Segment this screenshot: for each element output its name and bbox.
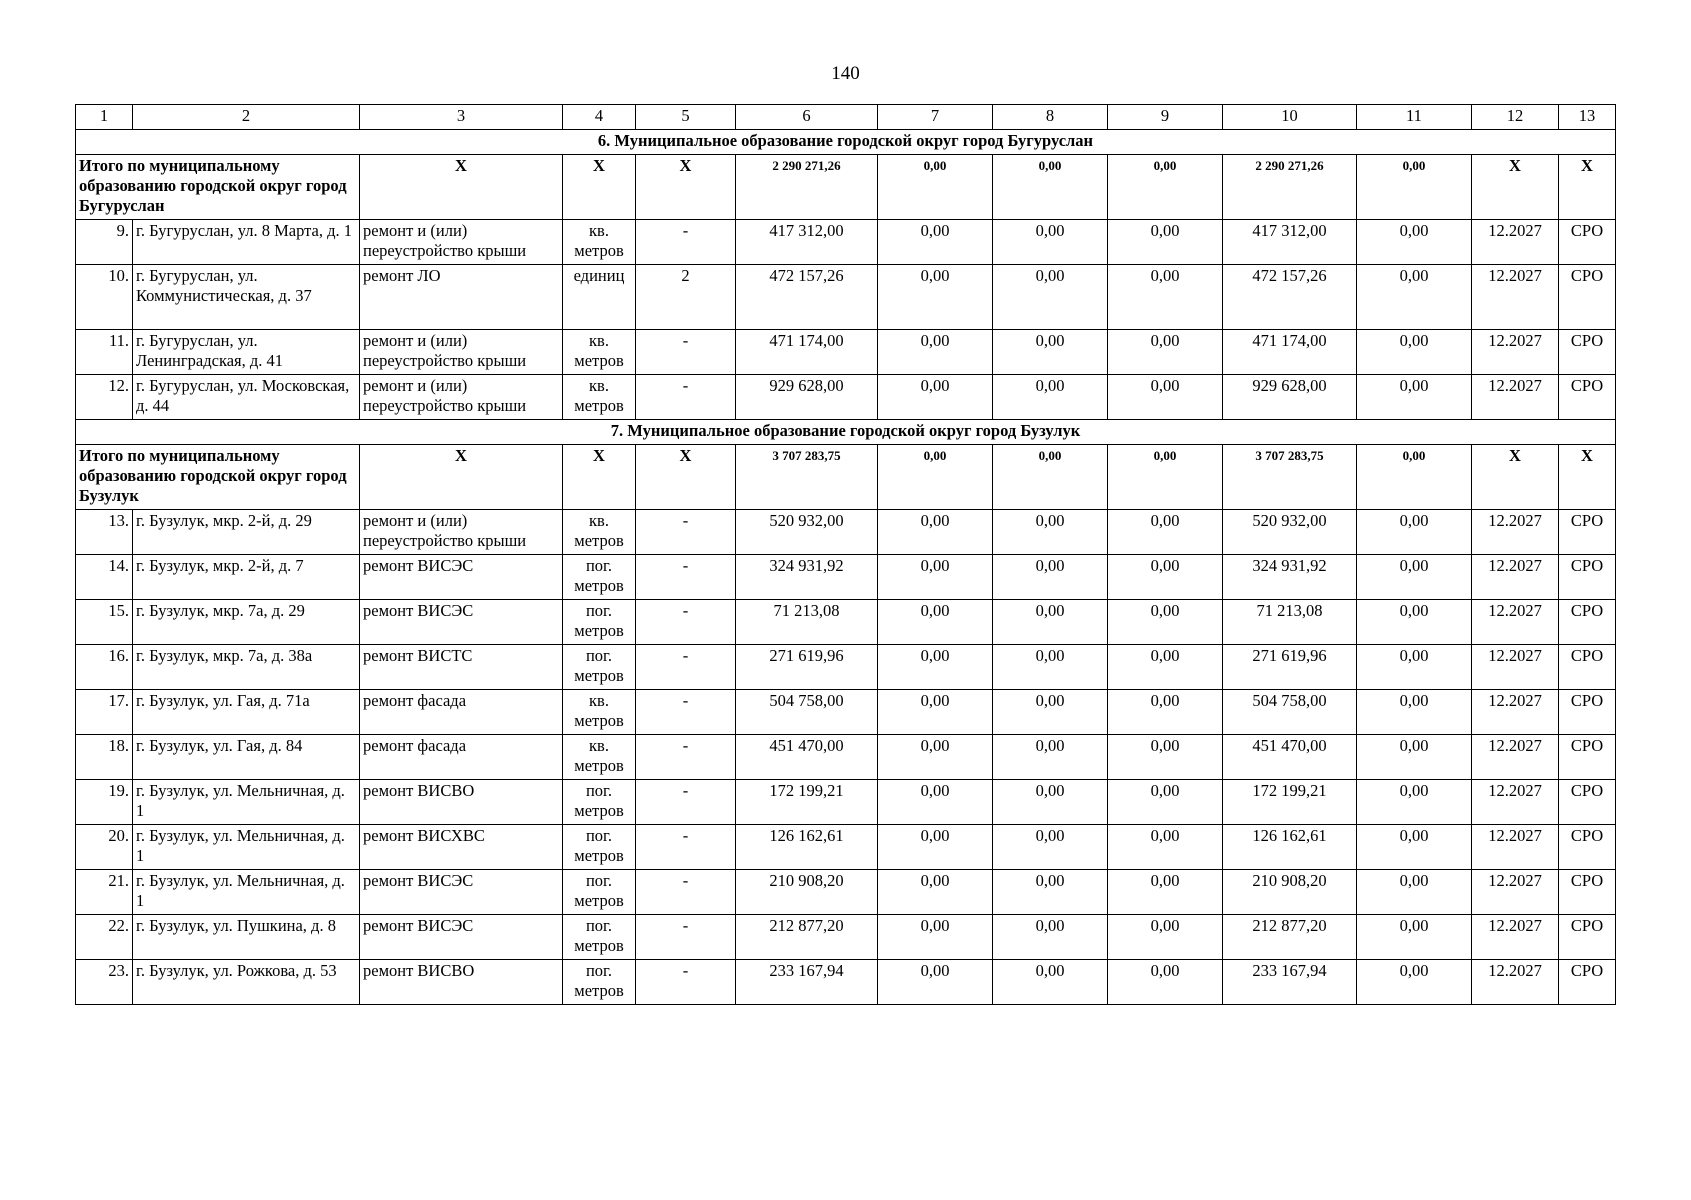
cell-c8: 0,00 bbox=[993, 220, 1108, 265]
cell-c6: 324 931,92 bbox=[736, 555, 878, 600]
table-row bbox=[76, 870, 1616, 915]
cell-c6: 172 199,21 bbox=[736, 780, 878, 825]
total-cell-c12: X bbox=[1472, 445, 1559, 510]
cell-c6: 233 167,94 bbox=[736, 960, 878, 1005]
row-number: 17. bbox=[76, 690, 133, 735]
cell-c7: 0,00 bbox=[878, 825, 993, 870]
cell-c13: СРО bbox=[1559, 915, 1616, 960]
column-number: 9 bbox=[1108, 105, 1223, 130]
column-number: 6 bbox=[736, 105, 878, 130]
address-cell: г. Бузулук, ул. Гая, д. 84 bbox=[133, 735, 360, 780]
row-number: 12. bbox=[76, 375, 133, 420]
cell-c9: 0,00 bbox=[1108, 330, 1223, 375]
cell-c7: 0,00 bbox=[878, 375, 993, 420]
cell-c7: 0,00 bbox=[878, 915, 993, 960]
cell-c9: 0,00 bbox=[1108, 600, 1223, 645]
address-cell: г. Бугуруслан, ул. 8 Марта, д. 1 bbox=[133, 220, 360, 265]
cell-c13: СРО bbox=[1559, 645, 1616, 690]
address-cell: г. Бузулук, ул. Пушкина, д. 8 bbox=[133, 915, 360, 960]
section-total-row bbox=[76, 445, 1616, 510]
cell-c11: 0,00 bbox=[1357, 780, 1472, 825]
cell-c12: 12.2027 bbox=[1472, 375, 1559, 420]
column-number: 11 bbox=[1357, 105, 1472, 130]
cell-c5: - bbox=[636, 825, 736, 870]
cell-c8: 0,00 bbox=[993, 690, 1108, 735]
total-cell-c10: 2 290 271,26 bbox=[1223, 155, 1357, 220]
cell-c10: 471 174,00 bbox=[1223, 330, 1357, 375]
cell-c7: 0,00 bbox=[878, 265, 993, 330]
address-cell: г. Бузулук, ул. Гая, д. 71а bbox=[133, 690, 360, 735]
cell-c4: кв. метров bbox=[563, 375, 636, 420]
column-number: 12 bbox=[1472, 105, 1559, 130]
table-row bbox=[76, 645, 1616, 690]
cell-c4: кв. метров bbox=[563, 510, 636, 555]
cell-c9: 0,00 bbox=[1108, 690, 1223, 735]
table-row bbox=[76, 510, 1616, 555]
column-number-row bbox=[76, 105, 1616, 130]
cell-c9: 0,00 bbox=[1108, 265, 1223, 330]
total-cell-c5: X bbox=[636, 445, 736, 510]
column-number: 8 bbox=[993, 105, 1108, 130]
work-type-cell: ремонт и (или) переустройство крыши bbox=[360, 220, 563, 265]
column-number: 5 bbox=[636, 105, 736, 130]
cell-c6: 210 908,20 bbox=[736, 870, 878, 915]
cell-c8: 0,00 bbox=[993, 600, 1108, 645]
cell-c11: 0,00 bbox=[1357, 960, 1472, 1005]
column-number: 7 bbox=[878, 105, 993, 130]
cell-c7: 0,00 bbox=[878, 600, 993, 645]
cell-c10: 929 628,00 bbox=[1223, 375, 1357, 420]
table-row bbox=[76, 555, 1616, 600]
cell-c9: 0,00 bbox=[1108, 735, 1223, 780]
total-cell-c7: 0,00 bbox=[878, 155, 993, 220]
total-cell-c8: 0,00 bbox=[993, 155, 1108, 220]
table-row bbox=[76, 265, 1616, 330]
cell-c12: 12.2027 bbox=[1472, 330, 1559, 375]
cell-c11: 0,00 bbox=[1357, 555, 1472, 600]
section-title: 6. Муниципальное образование городской округ город Бугуруслан bbox=[76, 130, 1616, 155]
cell-c9: 0,00 bbox=[1108, 510, 1223, 555]
page-number: 140 bbox=[831, 63, 860, 84]
cell-c13: СРО bbox=[1559, 375, 1616, 420]
cell-c9: 0,00 bbox=[1108, 915, 1223, 960]
total-cell-c8: 0,00 bbox=[993, 445, 1108, 510]
total-cell-c11: 0,00 bbox=[1357, 155, 1472, 220]
work-type-cell: ремонт ВИСХВС bbox=[360, 825, 563, 870]
work-type-cell: ремонт ВИСЭС bbox=[360, 555, 563, 600]
cell-c12: 12.2027 bbox=[1472, 645, 1559, 690]
cell-c8: 0,00 bbox=[993, 915, 1108, 960]
table-row bbox=[76, 600, 1616, 645]
cell-c4: пог. метров bbox=[563, 645, 636, 690]
section-title: 7. Муниципальное образование городской округ город Бузулук bbox=[76, 420, 1616, 445]
cell-c9: 0,00 bbox=[1108, 220, 1223, 265]
row-number: 22. bbox=[76, 915, 133, 960]
work-type-cell: ремонт ВИСВО bbox=[360, 960, 563, 1005]
work-type-cell: ремонт ВИСТС bbox=[360, 645, 563, 690]
cell-c8: 0,00 bbox=[993, 510, 1108, 555]
cell-c9: 0,00 bbox=[1108, 960, 1223, 1005]
cell-c8: 0,00 bbox=[993, 960, 1108, 1005]
cell-c7: 0,00 bbox=[878, 780, 993, 825]
row-number: 10. bbox=[76, 265, 133, 330]
cell-c10: 520 932,00 bbox=[1223, 510, 1357, 555]
cell-c4: пог. метров bbox=[563, 555, 636, 600]
cell-c9: 0,00 bbox=[1108, 555, 1223, 600]
total-cell-c6: 3 707 283,75 bbox=[736, 445, 878, 510]
cell-c11: 0,00 bbox=[1357, 375, 1472, 420]
cell-c4: пог. метров bbox=[563, 600, 636, 645]
work-type-cell: ремонт фасада bbox=[360, 690, 563, 735]
cell-c11: 0,00 bbox=[1357, 825, 1472, 870]
address-cell: г. Бугуруслан, ул. Ленинградская, д. 41 bbox=[133, 330, 360, 375]
cell-c6: 126 162,61 bbox=[736, 825, 878, 870]
cell-c5: - bbox=[636, 330, 736, 375]
cell-c5: - bbox=[636, 220, 736, 265]
address-cell: г. Бугуруслан, ул. Московская, д. 44 bbox=[133, 375, 360, 420]
cell-c8: 0,00 bbox=[993, 555, 1108, 600]
table-body bbox=[76, 105, 1616, 1005]
cell-c4: кв. метров bbox=[563, 690, 636, 735]
total-cell-c5: X bbox=[636, 155, 736, 220]
cell-c8: 0,00 bbox=[993, 265, 1108, 330]
cell-c5: - bbox=[636, 510, 736, 555]
cell-c5: - bbox=[636, 600, 736, 645]
table-row bbox=[76, 330, 1616, 375]
cell-c13: СРО bbox=[1559, 600, 1616, 645]
cell-c4: пог. метров bbox=[563, 960, 636, 1005]
cell-c8: 0,00 bbox=[993, 825, 1108, 870]
cell-c12: 12.2027 bbox=[1472, 870, 1559, 915]
row-number: 23. bbox=[76, 960, 133, 1005]
cell-c11: 0,00 bbox=[1357, 330, 1472, 375]
table-row bbox=[76, 960, 1616, 1005]
column-number: 13 bbox=[1559, 105, 1616, 130]
cell-c5: - bbox=[636, 780, 736, 825]
cell-c13: СРО bbox=[1559, 870, 1616, 915]
cell-c10: 451 470,00 bbox=[1223, 735, 1357, 780]
row-number: 16. bbox=[76, 645, 133, 690]
cell-c11: 0,00 bbox=[1357, 645, 1472, 690]
address-cell: г. Бузулук, ул. Мельничная, д. 1 bbox=[133, 870, 360, 915]
cell-c7: 0,00 bbox=[878, 690, 993, 735]
row-number: 20. bbox=[76, 825, 133, 870]
cell-c13: СРО bbox=[1559, 690, 1616, 735]
cell-c11: 0,00 bbox=[1357, 690, 1472, 735]
work-type-cell: ремонт фасада bbox=[360, 735, 563, 780]
table-row bbox=[76, 375, 1616, 420]
row-number: 9. bbox=[76, 220, 133, 265]
cell-c13: СРО bbox=[1559, 330, 1616, 375]
cell-c13: СРО bbox=[1559, 735, 1616, 780]
cell-c7: 0,00 bbox=[878, 555, 993, 600]
cell-c12: 12.2027 bbox=[1472, 960, 1559, 1005]
cell-c7: 0,00 bbox=[878, 645, 993, 690]
cell-c9: 0,00 bbox=[1108, 825, 1223, 870]
cell-c12: 12.2027 bbox=[1472, 510, 1559, 555]
cell-c5: - bbox=[636, 870, 736, 915]
cell-c10: 172 199,21 bbox=[1223, 780, 1357, 825]
work-type-cell: ремонт и (или) переустройство крыши bbox=[360, 330, 563, 375]
cell-c13: СРО bbox=[1559, 220, 1616, 265]
cell-c6: 504 758,00 bbox=[736, 690, 878, 735]
cell-c12: 12.2027 bbox=[1472, 220, 1559, 265]
cell-c4: единиц bbox=[563, 265, 636, 330]
cell-c8: 0,00 bbox=[993, 330, 1108, 375]
cell-c4: пог. метров bbox=[563, 870, 636, 915]
cell-c6: 471 174,00 bbox=[736, 330, 878, 375]
cell-c12: 12.2027 bbox=[1472, 735, 1559, 780]
address-cell: г. Бузулук, мкр. 7а, д. 38а bbox=[133, 645, 360, 690]
section-title-row bbox=[76, 130, 1616, 155]
cell-c5: - bbox=[636, 645, 736, 690]
cell-c11: 0,00 bbox=[1357, 265, 1472, 330]
cell-c10: 417 312,00 bbox=[1223, 220, 1357, 265]
cell-c7: 0,00 bbox=[878, 220, 993, 265]
cell-c5: 2 bbox=[636, 265, 736, 330]
total-cell-c11: 0,00 bbox=[1357, 445, 1472, 510]
cell-c6: 929 628,00 bbox=[736, 375, 878, 420]
cell-c10: 324 931,92 bbox=[1223, 555, 1357, 600]
cell-c5: - bbox=[636, 735, 736, 780]
cell-c6: 451 470,00 bbox=[736, 735, 878, 780]
total-cell-c7: 0,00 bbox=[878, 445, 993, 510]
cell-c4: пог. метров bbox=[563, 825, 636, 870]
cell-c13: СРО bbox=[1559, 510, 1616, 555]
cell-c6: 472 157,26 bbox=[736, 265, 878, 330]
cell-c13: СРО bbox=[1559, 780, 1616, 825]
cell-c5: - bbox=[636, 690, 736, 735]
cell-c8: 0,00 bbox=[993, 645, 1108, 690]
cell-c7: 0,00 bbox=[878, 735, 993, 780]
total-cell-c10: 3 707 283,75 bbox=[1223, 445, 1357, 510]
cell-c7: 0,00 bbox=[878, 960, 993, 1005]
total-cell-c4: X bbox=[563, 445, 636, 510]
cell-c12: 12.2027 bbox=[1472, 600, 1559, 645]
cell-c13: СРО bbox=[1559, 825, 1616, 870]
column-number: 2 bbox=[133, 105, 360, 130]
cell-c9: 0,00 bbox=[1108, 645, 1223, 690]
total-cell-c4: X bbox=[563, 155, 636, 220]
row-number: 21. bbox=[76, 870, 133, 915]
table-row bbox=[76, 735, 1616, 780]
cell-c10: 233 167,94 bbox=[1223, 960, 1357, 1005]
row-number: 15. bbox=[76, 600, 133, 645]
column-number: 4 bbox=[563, 105, 636, 130]
table-row bbox=[76, 690, 1616, 735]
cell-c9: 0,00 bbox=[1108, 375, 1223, 420]
cell-c8: 0,00 bbox=[993, 870, 1108, 915]
cell-c10: 504 758,00 bbox=[1223, 690, 1357, 735]
cell-c7: 0,00 bbox=[878, 870, 993, 915]
row-number: 18. bbox=[76, 735, 133, 780]
cell-c4: кв. метров bbox=[563, 220, 636, 265]
address-cell: г. Бузулук, ул. Мельничная, д. 1 bbox=[133, 825, 360, 870]
work-type-cell: ремонт ВИСВО bbox=[360, 780, 563, 825]
cell-c12: 12.2027 bbox=[1472, 265, 1559, 330]
cell-c5: - bbox=[636, 375, 736, 420]
address-cell: г. Бугуруслан, ул. Коммунистическая, д. 37 bbox=[133, 265, 360, 330]
cell-c11: 0,00 bbox=[1357, 220, 1472, 265]
work-type-cell: ремонт ВИСЭС bbox=[360, 915, 563, 960]
cell-c7: 0,00 bbox=[878, 330, 993, 375]
cell-c10: 126 162,61 bbox=[1223, 825, 1357, 870]
cell-c13: СРО bbox=[1559, 265, 1616, 330]
section-title-row bbox=[76, 420, 1616, 445]
address-cell: г. Бузулук, ул. Мельничная, д. 1 bbox=[133, 780, 360, 825]
cell-c9: 0,00 bbox=[1108, 780, 1223, 825]
cell-c11: 0,00 bbox=[1357, 510, 1472, 555]
column-number: 10 bbox=[1223, 105, 1357, 130]
cell-c5: - bbox=[636, 915, 736, 960]
table-row bbox=[76, 915, 1616, 960]
cell-c12: 12.2027 bbox=[1472, 690, 1559, 735]
cell-c12: 12.2027 bbox=[1472, 780, 1559, 825]
table-row bbox=[76, 780, 1616, 825]
total-cell-c3: X bbox=[360, 445, 563, 510]
cell-c10: 212 877,20 bbox=[1223, 915, 1357, 960]
row-number: 11. bbox=[76, 330, 133, 375]
cell-c10: 271 619,96 bbox=[1223, 645, 1357, 690]
total-label: Итого по муниципальному образованию городской округ город Бугуруслан bbox=[76, 155, 360, 220]
cell-c11: 0,00 bbox=[1357, 915, 1472, 960]
cell-c12: 12.2027 bbox=[1472, 915, 1559, 960]
cell-c4: кв. метров bbox=[563, 330, 636, 375]
cell-c4: кв. метров bbox=[563, 735, 636, 780]
cell-c9: 0,00 bbox=[1108, 870, 1223, 915]
column-number: 3 bbox=[360, 105, 563, 130]
total-cell-c12: X bbox=[1472, 155, 1559, 220]
total-cell-c9: 0,00 bbox=[1108, 445, 1223, 510]
cell-c6: 417 312,00 bbox=[736, 220, 878, 265]
cell-c4: пог. метров bbox=[563, 780, 636, 825]
cell-c10: 71 213,08 bbox=[1223, 600, 1357, 645]
cell-c6: 271 619,96 bbox=[736, 645, 878, 690]
cell-c6: 212 877,20 bbox=[736, 915, 878, 960]
column-number: 1 bbox=[76, 105, 133, 130]
cell-c11: 0,00 bbox=[1357, 870, 1472, 915]
capital-repair-table bbox=[75, 104, 1616, 1005]
work-type-cell: ремонт ВИСЭС bbox=[360, 870, 563, 915]
row-number: 14. bbox=[76, 555, 133, 600]
address-cell: г. Бузулук, ул. Рожкова, д. 53 bbox=[133, 960, 360, 1005]
total-cell-c3: X bbox=[360, 155, 563, 220]
work-type-cell: ремонт ВИСЭС bbox=[360, 600, 563, 645]
cell-c8: 0,00 bbox=[993, 375, 1108, 420]
cell-c10: 210 908,20 bbox=[1223, 870, 1357, 915]
cell-c4: пог. метров bbox=[563, 915, 636, 960]
cell-c6: 71 213,08 bbox=[736, 600, 878, 645]
total-cell-c6: 2 290 271,26 bbox=[736, 155, 878, 220]
cell-c10: 472 157,26 bbox=[1223, 265, 1357, 330]
row-number: 13. bbox=[76, 510, 133, 555]
total-cell-c13: X bbox=[1559, 155, 1616, 220]
cell-c11: 0,00 bbox=[1357, 600, 1472, 645]
cell-c13: СРО bbox=[1559, 555, 1616, 600]
cell-c7: 0,00 bbox=[878, 510, 993, 555]
cell-c6: 520 932,00 bbox=[736, 510, 878, 555]
cell-c5: - bbox=[636, 960, 736, 1005]
address-cell: г. Бузулук, мкр. 7а, д. 29 bbox=[133, 600, 360, 645]
table-row bbox=[76, 220, 1616, 265]
work-type-cell: ремонт и (или) переустройство крыши bbox=[360, 510, 563, 555]
cell-c8: 0,00 bbox=[993, 735, 1108, 780]
cell-c12: 12.2027 bbox=[1472, 555, 1559, 600]
row-number: 19. bbox=[76, 780, 133, 825]
cell-c13: СРО bbox=[1559, 960, 1616, 1005]
work-type-cell: ремонт и (или) переустройство крыши bbox=[360, 375, 563, 420]
section-total-row bbox=[76, 155, 1616, 220]
cell-c11: 0,00 bbox=[1357, 735, 1472, 780]
table-row bbox=[76, 825, 1616, 870]
cell-c5: - bbox=[636, 555, 736, 600]
address-cell: г. Бузулук, мкр. 2-й, д. 7 bbox=[133, 555, 360, 600]
total-cell-c9: 0,00 bbox=[1108, 155, 1223, 220]
work-type-cell: ремонт ЛО bbox=[360, 265, 563, 330]
cell-c12: 12.2027 bbox=[1472, 825, 1559, 870]
cell-c8: 0,00 bbox=[993, 780, 1108, 825]
total-label: Итого по муниципальному образованию городской округ город Бузулук bbox=[76, 445, 360, 510]
total-cell-c13: X bbox=[1559, 445, 1616, 510]
address-cell: г. Бузулук, мкр. 2-й, д. 29 bbox=[133, 510, 360, 555]
